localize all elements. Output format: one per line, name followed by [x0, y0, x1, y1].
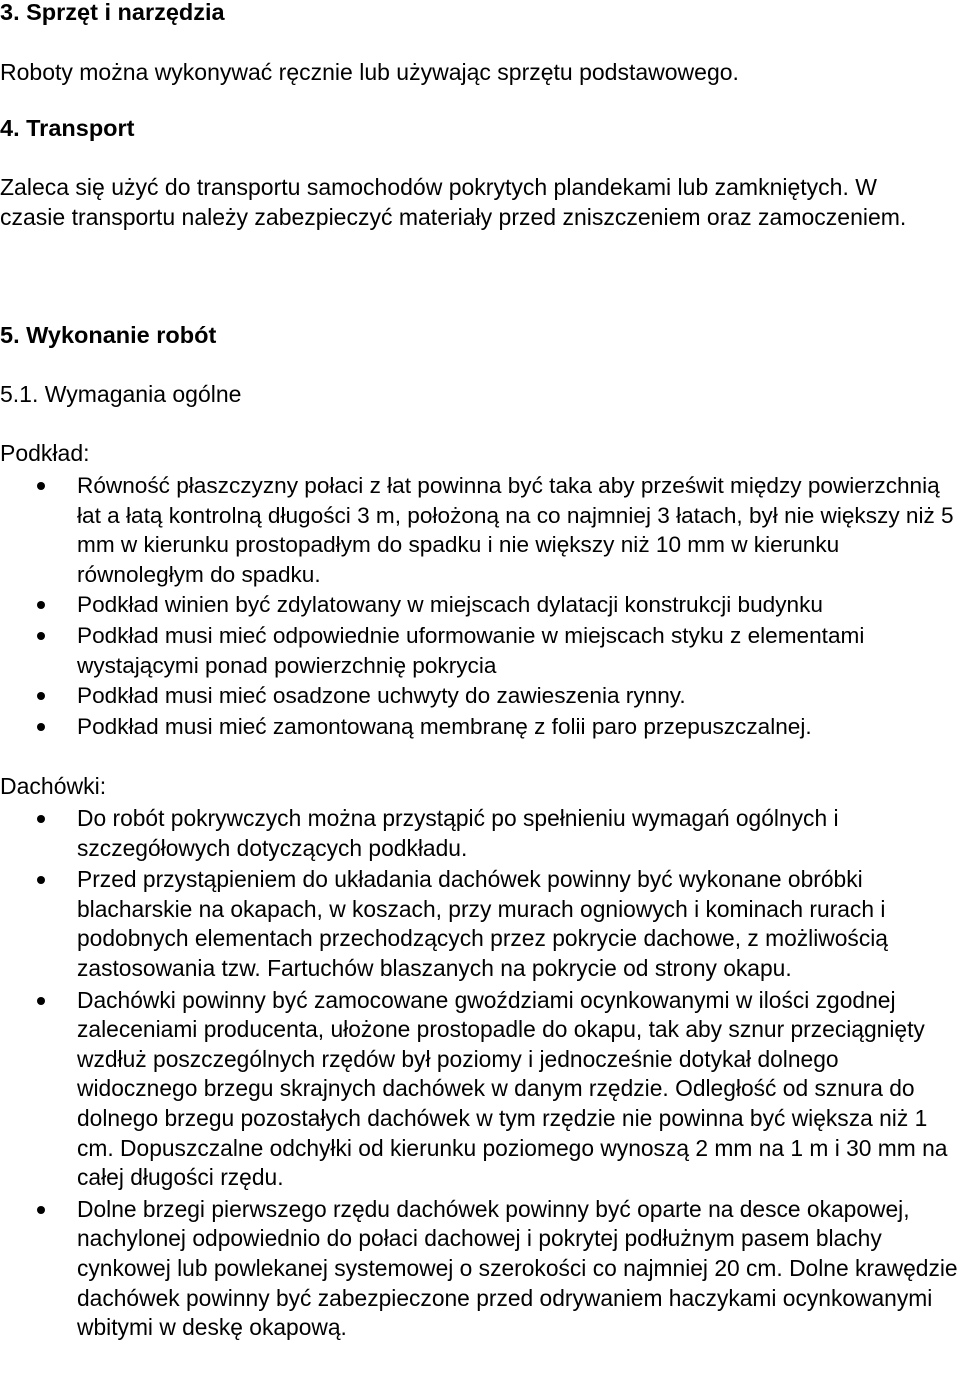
- list-item-text: Do robót pokrywczych można przystąpić po spełnieniu wymagań ogólnych i szczegółowych dotyczących podkładu.: [77, 805, 839, 861]
- section-4-text: Zaleca się użyć do transportu samochodów pokrytych plandekami lub zamkniętych. W czasie transportu należy zabezpieczyć materiały przed zniszczeniem oraz zamoczeniem.: [0, 174, 907, 230]
- list-item-text: Równość płaszczyzny połaci z łat powinna być taka aby prześwit między powierzchnią łat a łatą kontrolną długości 3 m, położoną na co najmniej 3 łatach, był nie większy niż 5 mm w kierunku prostopadłym do spadku i nie większy niż 10 mm w kierunku równoległym do spadku.: [77, 473, 954, 587]
- bullet-icon: [37, 876, 45, 884]
- dachowki-label: Dachówki:: [0, 773, 107, 799]
- bullet-icon: [37, 482, 45, 490]
- list-item-text: Dolne brzegi pierwszego rzędu dachówek powinny być oparte na desce okapowej, nachylonej odpowiednio do połaci dachowej i pokrytej podłużnym pasem blachy cynkowej lub powlekanej systemowej o szerokości co najmniej 20 cm. Dolne krawędzie dachówek powinny być zabezpieczone przed odrywaniem haczykami ocynkowanymi wbitymi w deskę okapową.: [77, 1195, 958, 1341]
- list-item: [0, 804, 960, 863]
- section-3-heading: 3. Sprzęt i narzędzia: [0, 0, 225, 25]
- bullet-icon: [37, 997, 45, 1005]
- list-item-text: Podkład musi mieć odpowiednie uformowanie w miejscach styku z elementami wystającymi ponad powierzchnię pokrycia: [77, 622, 865, 678]
- list-item-text: Przed przystąpieniem do układania dachówek powinny być wykonane obróbki blacharskie na okapach, w koszach, przy murach ogniowych i kominach rurach i podobnych elementach przechodzących przez pokrycie dachowe, z możliwością zastosowania tzw. Fartuchów blaszanych na pokrycie od strony okapu.: [77, 866, 888, 981]
- list-item: [0, 865, 960, 983]
- bullet-icon: [37, 601, 45, 609]
- podklad-label: Podkład:: [0, 440, 90, 466]
- list-item: [0, 1195, 960, 1343]
- list-item: [0, 681, 960, 711]
- list-item: [0, 621, 960, 680]
- bullet-icon: [37, 692, 45, 700]
- list-item-text: Dachówki powinny być zamocowane gwoździami ocynkowanymi w ilości zgodnej zaleceniami producenta, ułożone prostopadle do okapu, tak aby sznur przeciągnięty wzdłuż poszczególnych rzędów był poziomy i jednocześnie dotykał dolnego widocznego brzegu skrajnych dachówek w danym rzędzie. Odległość od sznura do dolnego brzegu pozostałych dachówek w tym rzędzie nie powinna być większa niż 1 cm. Dopuszczalne odchyłki od kierunku poziomego wynoszą 2 mm na 1 m i 30 mm na całej długości rzędu.: [77, 986, 948, 1191]
- dachowki-list: [0, 804, 960, 1343]
- list-item: [0, 986, 960, 1193]
- section-5-heading: 5. Wykonanie robót: [0, 322, 217, 348]
- list-item-text: Podkład musi mieć zamontowaną membranę z folii paro przepuszczalnej.: [77, 713, 812, 739]
- section-3-text: Roboty można wykonywać ręcznie lub używając sprzętu podstawowego.: [0, 59, 739, 85]
- bullet-icon: [37, 815, 45, 823]
- podklad-list: [0, 471, 960, 741]
- list-item: [0, 712, 960, 742]
- list-item: [0, 590, 960, 620]
- list-item: [0, 471, 960, 589]
- bullet-icon: [37, 1206, 45, 1214]
- list-item-text: Podkład winien być zdylatowany w miejscach dylatacji konstrukcji budynku: [77, 592, 823, 618]
- section-4-heading: 4. Transport: [0, 115, 135, 141]
- bullet-icon: [37, 723, 45, 731]
- section-5-1-subheading: 5.1. Wymagania ogólne: [0, 381, 242, 407]
- bullet-icon: [37, 632, 45, 640]
- list-item-text: Podkład musi mieć osadzone uchwyty do zawieszenia rynny.: [77, 683, 686, 709]
